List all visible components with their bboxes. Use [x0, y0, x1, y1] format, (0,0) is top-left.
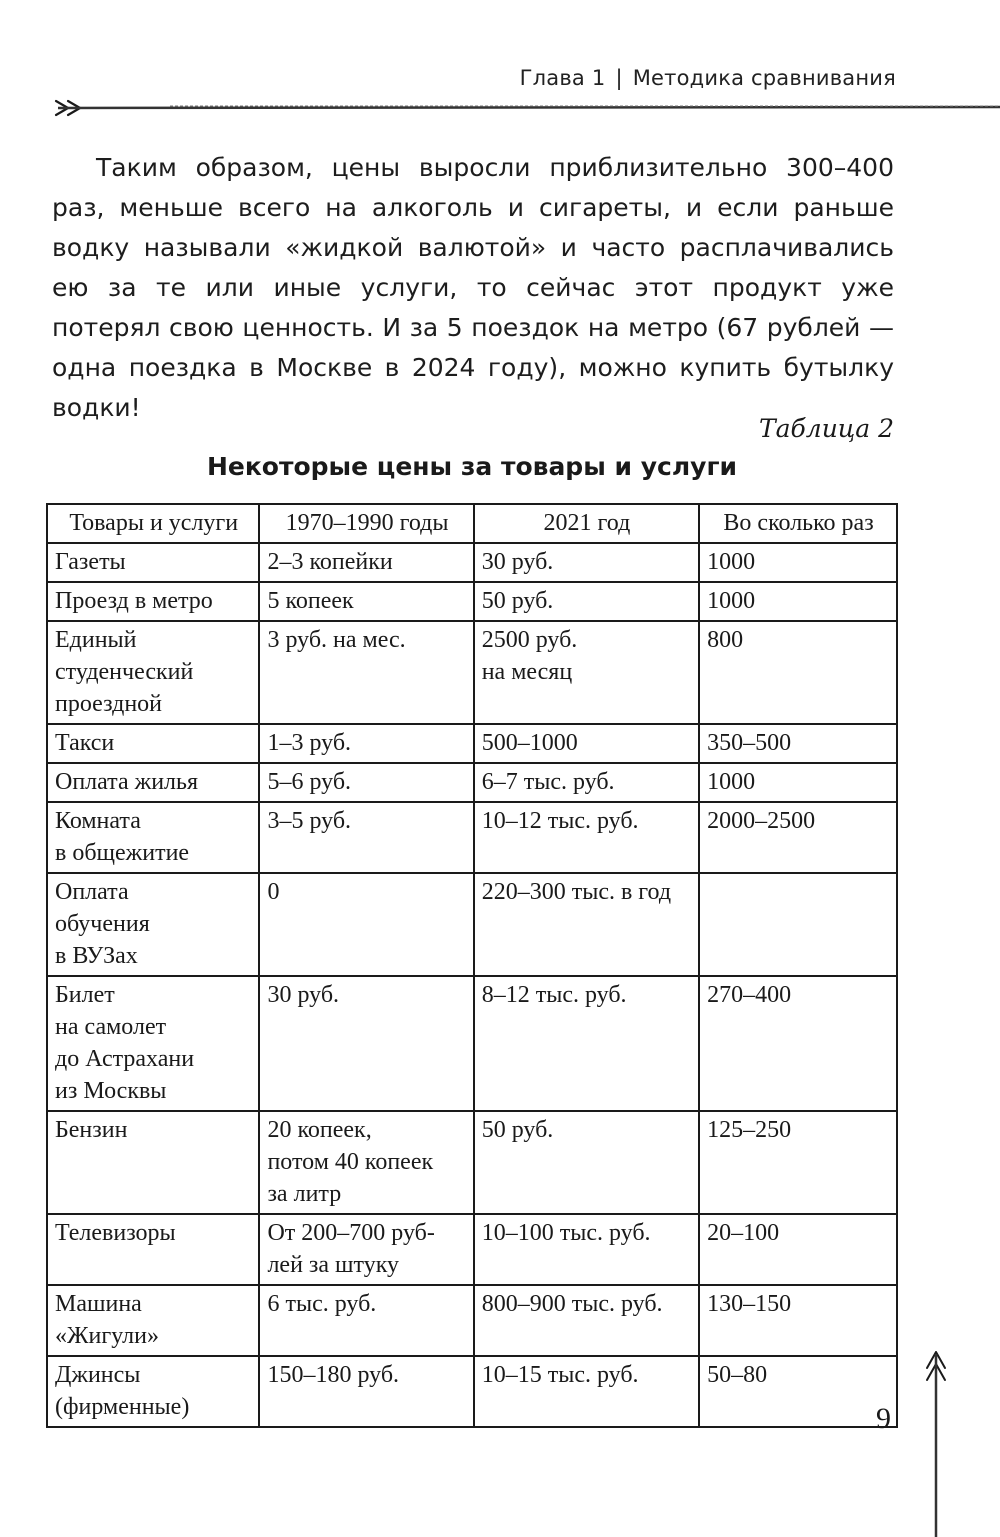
table-row [47, 582, 897, 621]
table-cell: 125–250 [699, 1111, 897, 1214]
chapter-label: Глава 1 [519, 66, 606, 90]
body-paragraph: Таким образом, цены выросли приблизительно 300–400 раз, меньше всего на алкоголь и сигареты, и если раньше водку называли «жидкой валютой» и часто расплачивались ею за те или иные услуги, то сейчас этот продукт уже потерял свою ценность. И за 5 поездок на метро (67 рублей — одна поездка в Москве в 2024 году), можно купить бутылку водки! [52, 153, 894, 422]
table-row [47, 976, 897, 1111]
table-cell: 10–15 тыс. руб. [474, 1356, 699, 1427]
table-body [47, 543, 897, 1427]
table-cell: Машина «Жигули» [47, 1285, 259, 1356]
table-cell: 1000 [699, 763, 897, 802]
header-1970-1990: 1970–1990 годы [259, 504, 473, 543]
table-cell: 2500 руб. на месяц [474, 621, 699, 724]
table-cell: Телевизоры [47, 1214, 259, 1285]
table-cell: Оплата жилья [47, 763, 259, 802]
table-cell: 6 тыс. руб. [259, 1285, 473, 1356]
table-cell: 1–3 руб. [259, 724, 473, 763]
table-cell: 3 руб. на мес. [259, 621, 473, 724]
table-row [47, 1356, 897, 1427]
table-cell: От 200–700 руб- лей за штуку [259, 1214, 473, 1285]
page-number: 9 [876, 1402, 891, 1435]
table-cell: 50 руб. [474, 1111, 699, 1214]
table-cell: 130–150 [699, 1285, 897, 1356]
table-cell: 2–3 копейки [259, 543, 473, 582]
header-2021: 2021 год [474, 504, 699, 543]
table-row [47, 1111, 897, 1214]
table-cell: Газеты [47, 543, 259, 582]
header-goods: Товары и услуги [47, 504, 259, 543]
decorative-arrow-rule [50, 96, 1000, 120]
running-head [520, 66, 896, 90]
table-cell: 1000 [699, 543, 897, 582]
price-table [46, 503, 898, 1428]
table-cell: 800–900 тыс. руб. [474, 1285, 699, 1356]
table-cell: 30 руб. [259, 976, 473, 1111]
table-cell: 2000–2500 [699, 802, 897, 873]
header-separator: | [615, 66, 623, 90]
table-row [47, 1214, 897, 1285]
table-cell: 1000 [699, 582, 897, 621]
table-cell: 270–400 [699, 976, 897, 1111]
decorative-vertical-arrow [922, 1348, 950, 1537]
table-row [47, 724, 897, 763]
table-cell: Такси [47, 724, 259, 763]
header-ratio: Во сколько раз [699, 504, 897, 543]
table-cell: 3–5 руб. [259, 802, 473, 873]
table-cell: 10–12 тыс. руб. [474, 802, 699, 873]
table-row [47, 763, 897, 802]
table-cell: 150–180 руб. [259, 1356, 473, 1427]
table-cell: Оплата обучения в ВУЗах [47, 873, 259, 976]
section-title: Методика сравнивания [632, 66, 896, 90]
table-cell: 50–80 [699, 1356, 897, 1427]
table-cell: Комната в общежитие [47, 802, 259, 873]
table-cell: 5 копеек [259, 582, 473, 621]
table-row [47, 621, 897, 724]
table-title: Некоторые цены за товары и услуги [206, 452, 738, 481]
table-header-row [47, 504, 897, 543]
table-row [47, 543, 897, 582]
table-row [47, 802, 897, 873]
table-cell: Билет на самолет до Астрахани из Москвы [47, 976, 259, 1111]
table-cell: 8–12 тыс. руб. [474, 976, 699, 1111]
table-cell: 800 [699, 621, 897, 724]
table-cell: Бензин [47, 1111, 259, 1214]
table-cell: 50 руб. [474, 582, 699, 621]
table-label: Таблица 2 [758, 414, 894, 443]
table-row [47, 1285, 897, 1356]
table-row [47, 873, 897, 976]
table-cell: 500–1000 [474, 724, 699, 763]
table-cell: Единый студенческий проездной [47, 621, 259, 724]
table-cell [699, 873, 897, 976]
table-cell: 220–300 тыс. в год [474, 873, 699, 976]
table-cell: 6–7 тыс. руб. [474, 763, 699, 802]
table-cell: 20 копеек, потом 40 копеек за литр [259, 1111, 473, 1214]
table-cell: 5–6 руб. [259, 763, 473, 802]
table-cell: Проезд в метро [47, 582, 259, 621]
table-cell: 30 руб. [474, 543, 699, 582]
table-cell: 0 [259, 873, 473, 976]
table-cell: 350–500 [699, 724, 897, 763]
table-cell: 10–100 тыс. руб. [474, 1214, 699, 1285]
table-cell: 20–100 [699, 1214, 897, 1285]
table-cell: Джинсы (фирменные) [47, 1356, 259, 1427]
